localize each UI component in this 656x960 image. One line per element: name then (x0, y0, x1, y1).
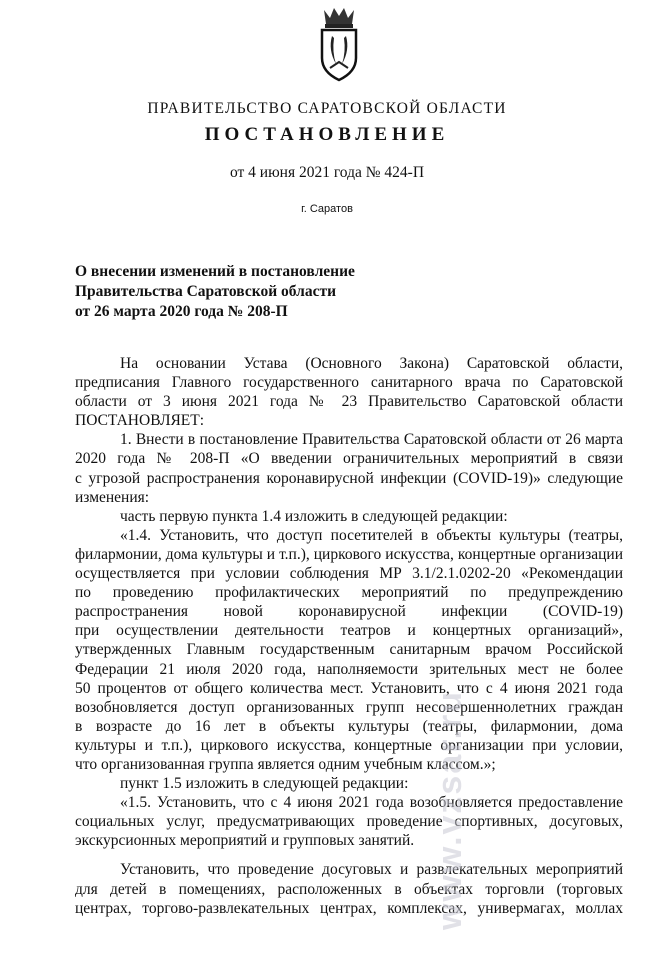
body-line: экскурсионных мероприятий и групповых занятий. (75, 832, 415, 850)
document-city: г. Саратов (301, 203, 353, 215)
body-line: На основании Устава (Основного Закона) Саратовской области, (120, 355, 623, 372)
subject-line: О внесении изменений в постановление (75, 263, 355, 280)
body-line: Федерации 21 июля 2020 года, наполняемости зрительных мест не более (75, 660, 623, 678)
body-line: предписания Главного государственного санитарного врача по Саратовской (75, 374, 623, 392)
body-line: изменения: (75, 488, 150, 506)
body-line: ПОСТАНОВЛЯЕТ: (75, 412, 205, 430)
body-line: 50 процентов от общего количества мест. Установить, что с 4 июня 2021 года (75, 679, 623, 697)
body-line: 2020 года № 208-П «О введении ограничительных мероприятий в связи (75, 450, 623, 468)
body-line: с угрозой распространения коронавирусной инфекции (COVID-19)» следующие (75, 469, 623, 487)
body-line: по проведению профилактических мероприятий по предупреждению (75, 584, 623, 602)
body-line: утвержденных Главным государственным санитарным врачом Российской (75, 641, 623, 659)
body-line: культуры и т.п.), циркового искусства, концертные организации при условии, (75, 736, 623, 754)
body-line: центрах, торгово-развлекательных центрах, комплексах, универмагах, моллах (75, 899, 623, 917)
body-line: часть первую пункта 1.4 изложить в следующей редакции: (120, 507, 508, 525)
body-line: пункт 1.5 изложить в следующей редакции: (120, 775, 409, 793)
document-body (75, 354, 623, 918)
saratov-coat-of-arms-emblem (316, 6, 362, 82)
subject-line: Правительства Саратовской области (75, 283, 336, 300)
document-subject (75, 262, 495, 322)
body-line: для детей в помещениях, расположенных в объектах торговли (торговых (75, 880, 623, 898)
body-line: в возрасте до 16 лет в объекты культуры (театры, филармонии, дома (75, 717, 623, 735)
body-line: «1.5. Установить, что с 4 июня 2021 года возобновляется предоставление (120, 794, 623, 812)
body-line: осуществляется при условии соблюдения МР 3.1/2.1.0202-20 «Рекомендации (75, 565, 623, 583)
body-line: возобновляется доступ организованных групп несовершеннолетних граждан (75, 698, 623, 716)
subject-line: от 26 марта 2020 года № 208-П (75, 303, 288, 320)
body-line: что организованная группа является одним учебным классом.»; (75, 755, 496, 773)
watermark (431, 600, 656, 950)
document-type-title: ПОСТАНОВЛЕНИЕ (204, 124, 450, 145)
body-line: распространения новой коронавирусной инфекции (COVID-19) (75, 603, 623, 621)
watermark-text: www.vzsar.ru (431, 689, 469, 930)
body-line: филармонии, дома культуры и т.п.), циркового искусства, концертные организации (75, 545, 623, 563)
body-line: социальных услуг, предусматривающих проведение спортивных, досуговых, (75, 813, 623, 831)
document-date-number: от 4 июня 2021 года № 424-П (229, 164, 425, 181)
body-line: 1. Внести в постановление Правительства Саратовской области от 26 марта (120, 431, 623, 449)
body-line: «1.4. Установить, что доступ посетителей в объекты культуры (театры, (120, 526, 623, 544)
body-line: при осуществлении деятельности театров и концертных организаций», (75, 622, 623, 640)
government-name: ПРАВИТЕЛЬСТВО САРАТОВСКОЙ ОБЛАСТИ (147, 100, 507, 117)
body-line: области от 3 июня 2021 года № 23 Правительство Саратовской области (75, 393, 623, 411)
body-line: Установить, что проведение досуговых и развлекательных мероприятий (120, 861, 623, 879)
